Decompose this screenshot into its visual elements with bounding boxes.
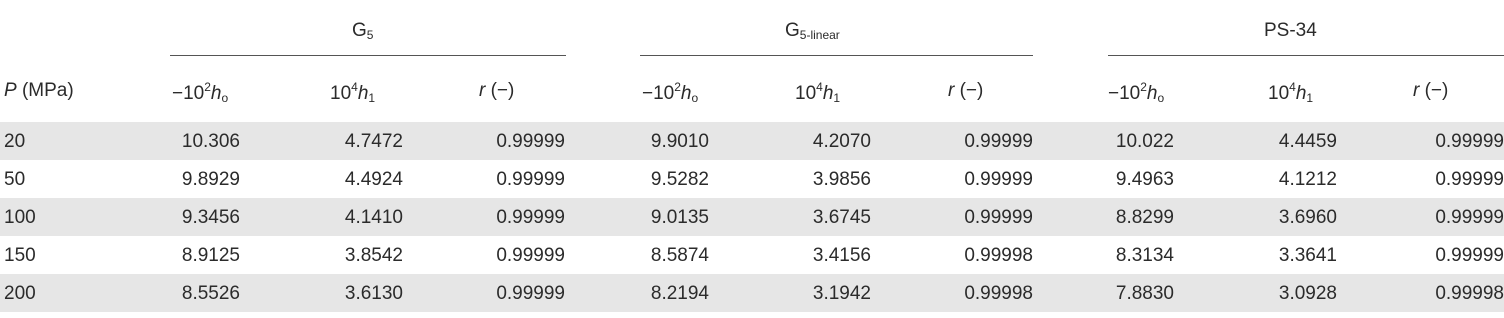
pressure-cell: 20 (4, 131, 26, 152)
r-unit: (−) (959, 80, 984, 101)
group-g5-linear-base: G (785, 20, 800, 41)
value-cell: 4.4459 (1278, 131, 1337, 152)
col-header-h1-g5-linear (795, 80, 840, 105)
value-cell: 0.99998 (964, 245, 1033, 266)
value-cell: 3.6960 (1278, 207, 1337, 228)
h1-prefix: 10 (1268, 83, 1290, 104)
value-cell: 3.3641 (1278, 245, 1337, 266)
value-cell: 4.4924 (344, 169, 403, 190)
col-header-h0-ps34 (1108, 80, 1164, 105)
value-cell: 0.99999 (496, 131, 565, 152)
h1-sub: 1 (833, 91, 841, 105)
pressure-cell: 200 (4, 283, 36, 304)
col-header-h1-ps34 (1268, 80, 1313, 105)
r-unit: (−) (490, 80, 515, 101)
value-cell: 9.8929 (181, 169, 240, 190)
p-var: P (4, 80, 17, 101)
h1-exp: 4 (816, 80, 823, 94)
value-cell: 4.7472 (344, 131, 403, 152)
pressure-cell: 50 (4, 169, 26, 190)
value-cell: 9.3456 (181, 207, 240, 228)
h1-sub: 1 (1306, 91, 1314, 105)
h1-var: h (357, 83, 369, 104)
p-unit: (MPa) (21, 80, 74, 101)
value-cell: 3.6745 (812, 207, 871, 228)
h1-exp: 4 (351, 80, 358, 94)
value-cell: 0.99999 (496, 245, 565, 266)
value-cell: 0.99999 (496, 283, 565, 304)
r-var: r (479, 80, 486, 101)
h0-sub: o (221, 91, 229, 105)
h1-exp: 4 (1289, 80, 1296, 94)
h0-prefix: −10 (172, 83, 205, 104)
value-cell: 8.5526 (181, 283, 240, 304)
r-var: r (1413, 80, 1420, 101)
h0-prefix: −10 (1108, 83, 1141, 104)
value-cell: 9.4963 (1115, 169, 1174, 190)
h1-sub: 1 (368, 91, 376, 105)
value-cell: 3.1942 (812, 283, 871, 304)
group-ps34-base: PS-34 (1264, 20, 1317, 41)
value-cell: 0.99999 (496, 207, 565, 228)
value-cell: 0.99999 (1435, 169, 1504, 190)
value-cell: 3.4156 (812, 245, 871, 266)
value-cell: 0.99999 (1435, 207, 1504, 228)
value-cell: 3.0928 (1278, 283, 1337, 304)
col-header-h0-g5-linear (642, 80, 698, 105)
value-cell: 0.99999 (964, 169, 1033, 190)
value-cell: 4.1212 (1278, 169, 1337, 190)
h0-var: h (210, 83, 222, 104)
value-cell: 0.99998 (1435, 283, 1504, 304)
h0-var: h (680, 83, 692, 104)
pressure-cell: 100 (4, 207, 36, 228)
value-cell: 8.8299 (1115, 207, 1174, 228)
group-header-g5 (352, 20, 373, 42)
col-header-r-ps34 (1413, 80, 1448, 102)
value-cell: 0.99999 (964, 207, 1033, 228)
value-cell: 3.8542 (344, 245, 403, 266)
value-cell: 9.9010 (650, 131, 709, 152)
h0-exp: 2 (1140, 80, 1147, 94)
col-header-p (4, 80, 74, 102)
table-row (0, 236, 1504, 274)
h0-exp: 2 (204, 80, 211, 94)
value-cell: 8.3134 (1115, 245, 1174, 266)
value-cell: 3.6130 (344, 283, 403, 304)
group-rule-g5-linear (640, 55, 1033, 56)
value-cell: 0.99999 (1435, 131, 1504, 152)
group-g5-sub: 5 (366, 28, 374, 42)
value-cell: 3.9856 (812, 169, 871, 190)
value-cell: 8.9125 (181, 245, 240, 266)
group-header-g5-linear (785, 20, 840, 42)
h1-var: h (1295, 83, 1307, 104)
col-header-h0-g5 (172, 80, 228, 105)
value-cell: 10.022 (1115, 131, 1174, 152)
value-cell: 0.99998 (964, 283, 1033, 304)
group-header-ps34 (1264, 20, 1317, 42)
value-cell: 9.0135 (650, 207, 709, 228)
table-row (0, 160, 1504, 198)
group-rule-ps34 (1108, 55, 1504, 56)
value-cell: 4.2070 (812, 131, 871, 152)
group-rule-g5 (170, 55, 566, 56)
h1-prefix: 10 (795, 83, 817, 104)
r-var: r (948, 80, 955, 101)
col-header-r-g5-linear (948, 80, 983, 102)
value-cell: 0.99999 (964, 131, 1033, 152)
value-cell: 8.2194 (650, 283, 709, 304)
col-header-h1-g5 (330, 80, 375, 105)
h1-prefix: 10 (330, 83, 352, 104)
value-cell: 0.99999 (1435, 245, 1504, 266)
value-cell: 8.5874 (650, 245, 709, 266)
table-row (0, 274, 1504, 312)
h0-sub: o (691, 91, 699, 105)
h0-exp: 2 (674, 80, 681, 94)
value-cell: 9.5282 (650, 169, 709, 190)
group-g5-linear-sub: 5-linear (799, 28, 840, 42)
table-row (0, 198, 1504, 236)
pressure-cell: 150 (4, 245, 36, 266)
group-g5-base: G (352, 20, 367, 41)
h0-var: h (1146, 83, 1158, 104)
r-unit: (−) (1424, 80, 1449, 101)
value-cell: 10.306 (181, 131, 240, 152)
table-row (0, 122, 1504, 160)
h0-sub: o (1157, 91, 1165, 105)
col-header-r-g5 (479, 80, 514, 102)
value-cell: 7.8830 (1115, 283, 1174, 304)
value-cell: 0.99999 (496, 169, 565, 190)
h1-var: h (822, 83, 834, 104)
h0-prefix: −10 (642, 83, 675, 104)
value-cell: 4.1410 (344, 207, 403, 228)
